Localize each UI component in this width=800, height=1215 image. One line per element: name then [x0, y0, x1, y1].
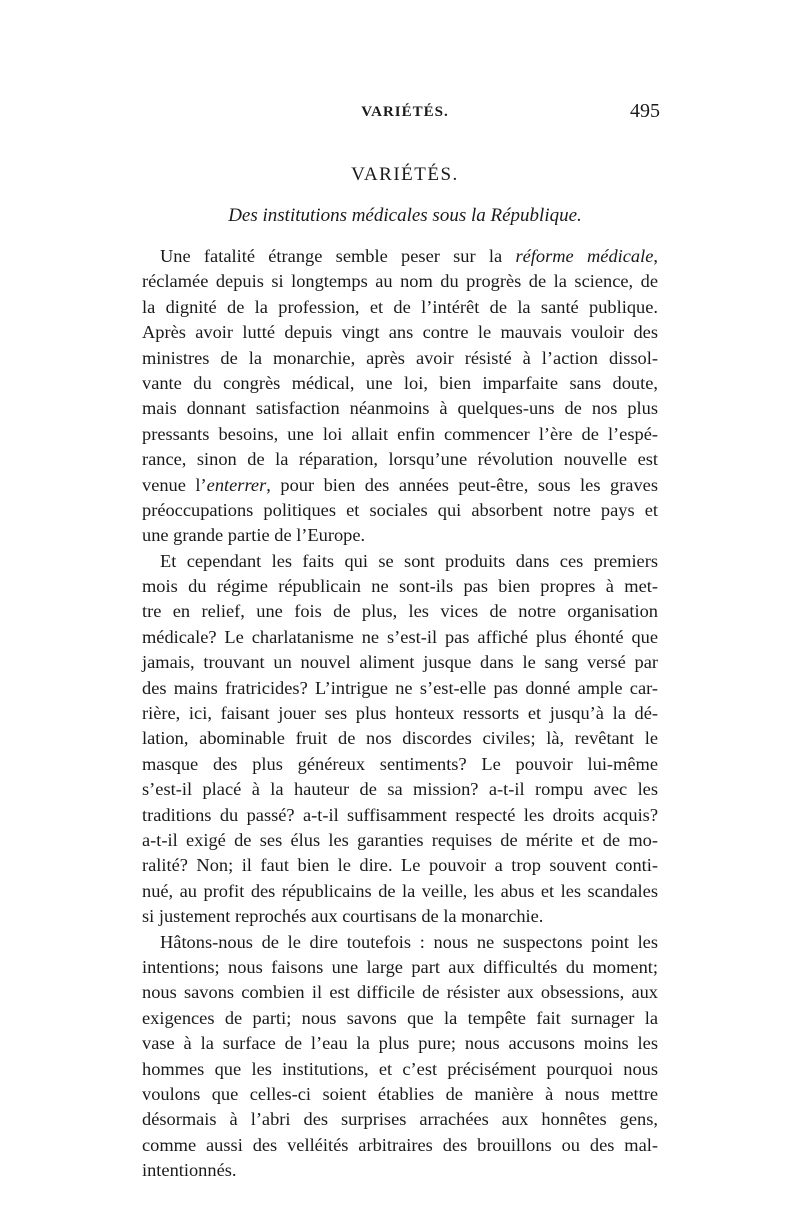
text-line: Hâtons-nous de le dire toutefois : nous ne suspectons point les — [160, 931, 658, 952]
text-line: exigences de parti; nous savons que la tempête fait surnager la — [142, 1007, 658, 1028]
text-line: désormais à l’abri des surprises arrachées aux honnêtes gens, — [142, 1109, 658, 1130]
text-line: tre en relief, une fois de plus, les vices de notre organisation — [142, 601, 658, 622]
running-head — [150, 100, 660, 126]
text-line: si justement reprochés aux courtisans de la monarchie. — [142, 906, 544, 927]
text-line: masque des plus généreux sentiments? Le pouvoir lui-même — [142, 753, 658, 774]
text-line: des mains fratricides? L’intrigue ne s’est-elle pas donné ample car- — [142, 677, 658, 698]
text-line: hommes que les institutions, et c’est précisément pourquoi nous — [142, 1058, 658, 1079]
text-line: rière, ici, faisant jouer ses plus honteux ressorts et jusqu’à la dé- — [142, 703, 658, 724]
paragraph-2 — [142, 549, 658, 930]
text-line: voulons que celles-ci soient établies de manière à nous mettre — [142, 1083, 658, 1104]
text-line: traditions du passé? a-t-il suffisamment respecté les droits acquis? — [142, 804, 658, 825]
text-line: Et cependant les faits qui se sont produits dans ces premiers — [160, 550, 658, 571]
text-line: intentions; nous faisons une large part aux difficultés du moment; — [142, 956, 658, 977]
text-line: lation, abominable fruit de nos discordes civiles; là, revêtant le — [142, 728, 658, 749]
text-line: Après avoir lutté depuis vingt ans contre le mauvais vouloir des — [142, 322, 658, 343]
text-line: intentionnés. — [142, 1160, 237, 1181]
paragraph-1 — [142, 244, 658, 549]
text-line: jamais, trouvant un nouvel aliment jusque dans le sang versé par — [142, 652, 658, 673]
text-line: nué, au profit des républicains de la veille, les abus et les scandales — [142, 880, 658, 901]
text-line: Une fatalité étrange semble peser sur la réforme médicale, — [160, 246, 658, 266]
emphasis: réforme médicale — [515, 246, 654, 266]
text-line: venue l’enterrer, pour bien des années peut-être, sous les graves — [142, 474, 658, 495]
text-line: ralité? Non; il faut bien le dire. Le pouvoir a trop souvent conti- — [142, 855, 658, 876]
text-line: une grande partie de l’Europe. — [142, 525, 366, 546]
text-line: a-t-il exigé de ses élus les garanties requises de mérite et de mo- — [142, 829, 658, 850]
section-title: VARIÉTÉS. — [351, 164, 459, 185]
text-line: mois du régime républicain ne sont-ils pas bien propres à met- — [142, 576, 658, 597]
text-line: s’est-il placé à la hauteur de sa mission? a-t-il rompu avec les — [142, 779, 658, 800]
text-line: rance, sinon de la réparation, lorsqu’une révolution nouvelle est — [142, 449, 658, 470]
running-title: VARIÉTÉS. — [361, 104, 449, 120]
page-number: 495 — [630, 100, 660, 122]
text-line: nous savons combien il est difficile de résister aux obsessions, aux — [142, 982, 658, 1003]
article-title: Des institutions médicales sous la République. — [228, 205, 582, 226]
emphasis: enterrer — [206, 474, 267, 495]
text-line: médicale? Le charlatanisme ne s’est-il pas affiché plus éhonté que — [142, 626, 658, 647]
text-line: réclamée depuis si longtemps au nom du progrès de la science, de — [142, 271, 658, 292]
text-line: vase à la surface de l’eau la plus pure; nous accusons moins les — [142, 1033, 658, 1054]
paragraph-3 — [142, 930, 658, 1184]
text-line: pressants besoins, une loi allait enfin commencer l’ère de l’espé- — [142, 423, 658, 444]
text-line: vante du congrès médical, une loi, bien imparfaite sans doute, — [142, 372, 658, 393]
text-line: préoccupations politiques et sociales qui absorbent notre pays et — [142, 499, 658, 520]
text-line: comme aussi des velléités arbitraires des brouillons ou des mal- — [142, 1134, 658, 1155]
text-line: la dignité de la profession, et de l’intérêt de la santé publique. — [142, 296, 658, 317]
text-line: ministres de la monarchie, après avoir résisté à l’action dissol- — [142, 347, 658, 368]
article-body — [142, 244, 658, 1183]
text-line: mais donnant satisfaction néanmoins à quelques-uns de nos plus — [142, 398, 658, 419]
